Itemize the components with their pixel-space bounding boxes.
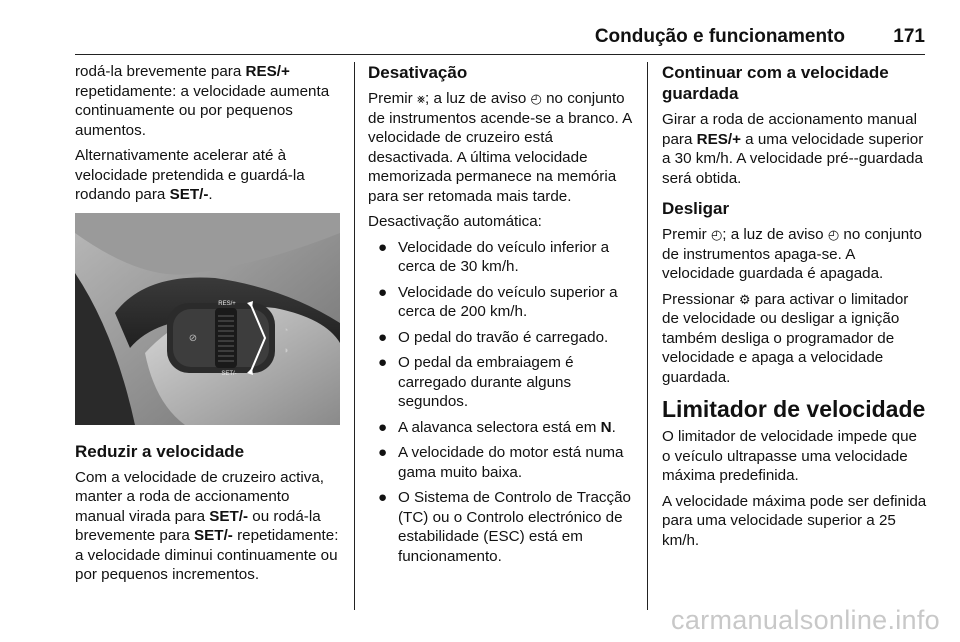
text: a uma velocidade superior a 30 km/h. A velocidade pré--guardada será obtida. xyxy=(662,130,924,187)
paragraph: O limitador de velocidade impede que o veículo ultrapasse uma velocidade máxima predefinida. xyxy=(662,428,917,484)
heading-desligar: Desligar xyxy=(662,199,730,218)
text: repetidamente: a velocidade diminui continuamente ou por pequenos incrementos. xyxy=(75,527,339,583)
cruise-control-icon: ◴ xyxy=(827,227,840,242)
bullet-icon: ● xyxy=(378,354,388,371)
heading-limitador: Limitador de velocidade xyxy=(662,396,926,422)
bold-text: RES/+ xyxy=(245,63,290,80)
column-divider xyxy=(354,62,355,610)
svg-text:◑: ◑ xyxy=(283,344,289,355)
cruise-control-icon: ◴ xyxy=(530,91,542,106)
paragraph xyxy=(75,468,340,585)
cruise-control-icon: ◴ xyxy=(710,227,723,242)
steering-wheel-illustration xyxy=(75,213,340,425)
column-right xyxy=(662,62,928,556)
paragraph: A velocidade máxima pode ser definida para uma velocidade superior a 25 km/h. xyxy=(662,492,927,549)
heading-continuar: Continuar com a velocidade guardada xyxy=(662,63,889,103)
text: . xyxy=(611,418,616,436)
text: A alavanca selectora está em xyxy=(398,418,601,436)
text: Premir xyxy=(368,90,417,107)
paragraph xyxy=(75,146,340,205)
text: A velocidade do motor está numa gama muito baixa. xyxy=(398,444,624,481)
bullet-icon: ● xyxy=(378,328,388,346)
column-middle xyxy=(368,62,634,572)
header-divider xyxy=(75,54,925,55)
text: Velocidade do veículo superior a cerca de 200 km/h. xyxy=(398,283,618,320)
text: no conjunto de instrumentos apaga-se. A velocidade guardada é apagada. xyxy=(662,226,922,282)
paragraph xyxy=(75,62,340,140)
text: Com a velocidade de cruzeiro activa, manter a roda de accionamento manual virada para xyxy=(75,468,325,525)
bold-text: N xyxy=(600,418,612,436)
list-item xyxy=(368,238,634,277)
paragraph xyxy=(662,225,928,284)
figure-label-res: RES/+ xyxy=(218,300,236,307)
speed-limiter-icon: ⚙ xyxy=(738,291,751,307)
text: Girar a roda de accionamento manual para xyxy=(662,111,917,148)
chapter-title: Condução e funcionamento xyxy=(594,26,845,47)
bold-text: SET/- xyxy=(209,507,249,525)
text: repetidamente: a velocidade aumenta continuamente ou por pequenos aumentos. xyxy=(75,82,330,139)
text: O pedal do travão é carregado. xyxy=(398,328,609,346)
text: O Sistema de Controlo de Tracção (TC) ou o Controlo electrónico de estabilidade (ESC) está em funcionamento. xyxy=(398,489,631,565)
paragraph: Desactivação automática: xyxy=(368,213,542,230)
bullet-icon: ● xyxy=(378,489,388,506)
page-number: 171 xyxy=(893,26,925,47)
text: ou rodá-la brevemente para xyxy=(75,507,321,544)
text: Velocidade do veículo inferior a cerca de 30 km/h. xyxy=(398,238,610,275)
text: . xyxy=(208,186,213,203)
svg-text:◔: ◔ xyxy=(283,324,289,335)
text: Premir xyxy=(662,226,711,243)
bullet-icon: ● xyxy=(378,418,388,436)
text: rodá-la brevemente para xyxy=(75,63,246,80)
column-left xyxy=(75,62,340,591)
text: para activar o limitador de velocidade ou desligar a ignição também desliga o programador de velocidade e apaga a velocidade guardada. xyxy=(662,290,909,386)
list-item xyxy=(368,488,634,566)
text: O pedal da embraiagem é carregado durante alguns segundos. xyxy=(398,354,574,410)
bullet-icon: ● xyxy=(378,444,388,461)
list-item xyxy=(368,283,634,322)
heading-reduzir: Reduzir a velocidade xyxy=(75,441,245,461)
bullet-icon: ● xyxy=(378,238,388,256)
paragraph xyxy=(662,110,928,188)
figure-label-set: SET/- xyxy=(221,370,237,377)
heading-desativacao: Desativação xyxy=(368,63,468,82)
text: Pressionar xyxy=(662,290,739,308)
cruise-cancel-icon: ⨳ xyxy=(416,91,425,106)
bold-text: RES/+ xyxy=(696,130,741,148)
text: ; a luz de aviso xyxy=(425,90,531,107)
text: no conjunto de instrumentos acende-se a branco. A velocidade de cruzeiro está desactivada. A última velocidade memorizada permanece na memória para ser retomada mais tarde. xyxy=(368,90,632,205)
paragraph xyxy=(662,290,928,388)
column-divider xyxy=(647,62,648,610)
bold-text: SET/- xyxy=(169,186,209,203)
text: Alternativamente acelerar até à velocidade pretendida e guardá-la rodando para xyxy=(75,147,305,203)
list-item xyxy=(368,353,634,412)
bullet-icon: ● xyxy=(378,283,388,301)
list-item xyxy=(368,418,634,438)
steering-wheel-photo xyxy=(75,213,340,425)
watermark: carmanualsonline.info xyxy=(671,605,940,635)
page-header xyxy=(75,26,925,54)
list-item xyxy=(368,328,634,348)
list-item xyxy=(368,443,634,482)
paragraph xyxy=(368,89,634,206)
bold-text: SET/- xyxy=(194,527,233,544)
text: ; a luz de aviso xyxy=(722,226,828,243)
svg-text:⊘: ⊘ xyxy=(188,332,198,344)
